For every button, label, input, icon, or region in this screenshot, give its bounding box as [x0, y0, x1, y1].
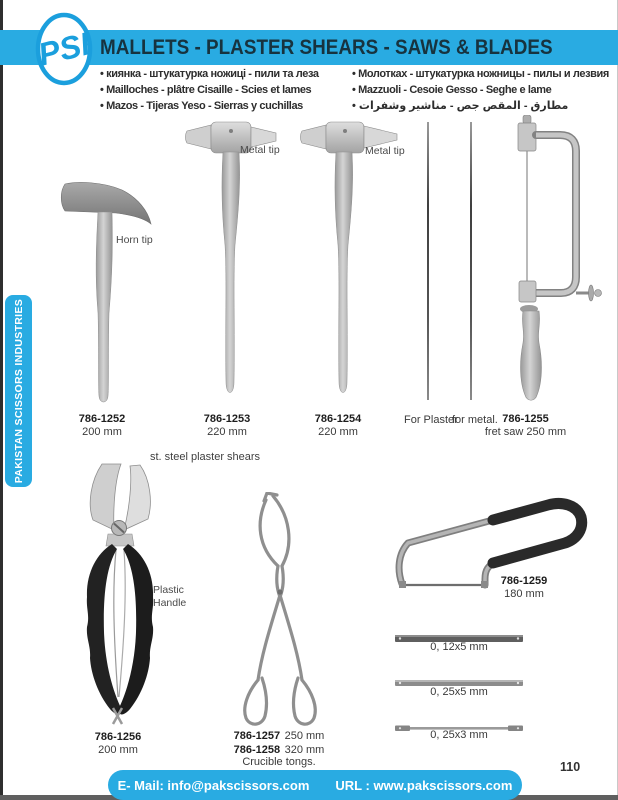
plaster-shears-heading: st. steel plaster shears — [150, 451, 261, 463]
mallet-code-block — [57, 413, 147, 438]
shears-right-jaw — [124, 465, 150, 530]
for-metal-label: for metal. — [452, 414, 498, 426]
translation-line-ru: • Молотках - штукатурка ножницы - пилы и лезвия — [352, 67, 609, 81]
fretsaw-image — [508, 115, 603, 405]
footer-url: URL : www.pakscissors.com — [335, 777, 513, 793]
page-title: MALLETS - PLASTER SHEARS - SAWS & BLADES — [100, 36, 553, 59]
saw-blade-label-1: 0, 12x5 mm — [430, 641, 488, 653]
plastic-handle-label: Plastic Handle — [153, 584, 187, 609]
hammer-1253-image — [185, 120, 280, 408]
for-plaster-label: For Plaster — [404, 414, 458, 426]
product-size: 220 mm — [207, 425, 247, 438]
mallet-handle — [96, 212, 112, 402]
mallet-image — [58, 178, 158, 408]
sidebar-brand-tab — [5, 295, 32, 487]
metal-tip-label-1: Metal tip — [240, 144, 280, 156]
tongs-bow-right — [273, 496, 289, 566]
tongs-rivet — [277, 589, 282, 594]
tongs-bow-left — [260, 500, 278, 566]
fretsaw-bottom-clamp — [519, 281, 536, 302]
saw-blade-label-3: 0, 25x3 mm — [430, 729, 488, 741]
hammer-1254-code-block — [293, 413, 383, 438]
horn-tip-label: Horn tip — [116, 234, 153, 246]
saw-blade-image-2 — [395, 675, 523, 683]
footer-email: E- Mail: info@pakscissors.com — [117, 777, 310, 793]
saw-blade-image-1 — [395, 630, 523, 638]
product-size: 220 mm — [318, 425, 358, 438]
product-size: 200 mm — [98, 743, 138, 756]
product-size: 200 mm — [82, 425, 122, 438]
product-code: 786-1253 — [203, 413, 251, 425]
footer-contact-pill — [108, 770, 522, 800]
left-border-line — [0, 0, 3, 800]
translation-line-es: • Mazos - Tijeras Yeso - Sierras y cuchillas — [100, 99, 303, 113]
product-code: 786-1257 — [233, 730, 281, 742]
tongs-left-loop — [245, 678, 267, 724]
crucible-tongs-image — [238, 492, 338, 737]
product-code: 786-1254 — [314, 413, 362, 425]
hacksaw-grip — [493, 504, 582, 564]
page-number: 110 — [560, 760, 581, 774]
fretsaw-handle — [521, 311, 542, 400]
product-code: 786-1255 — [502, 413, 549, 425]
hammer-1253-code-block — [182, 413, 272, 438]
shears-spring-wire — [114, 550, 118, 697]
hammer-boss — [326, 122, 364, 153]
hammer-pein — [301, 125, 327, 149]
translation-line-ar: • مطارق - المقص جص - مناشير وشفرات — [352, 99, 568, 113]
product-code: 786-1258 — [233, 743, 281, 756]
product-caption: Crucible tongs. — [242, 756, 316, 768]
saw-blade-image-3 — [395, 719, 523, 726]
hacksaw-code-block — [479, 575, 569, 600]
tongs-code-block: 786-1257 250 mm 786-1258 320 mm Crucible tongs. — [224, 729, 334, 769]
translation-line-it: • Mazzuoli - Cesoie Gesso - Seghe e lame — [352, 83, 551, 97]
metal-saw-blade-image — [470, 122, 472, 400]
product-size: fret saw 250 mm — [484, 425, 567, 438]
shears-left-handle — [87, 544, 122, 714]
plaster-saw-blade-image — [427, 122, 429, 400]
translation-line-uk: • киянка - штукатурка ножиці - пили та леза — [100, 67, 319, 81]
saw-blade-label-2: 0, 25x5 mm — [430, 686, 488, 698]
sidebar-brand-text: PAKISTAN SCISSORS INDUSTRIES — [12, 298, 25, 484]
fretsaw-frame — [536, 135, 576, 293]
shears-code-block — [73, 731, 163, 756]
shears-right-handle — [118, 544, 153, 714]
psi-logo — [34, 11, 94, 87]
fretsaw-wing-nut — [589, 285, 594, 301]
product-size: 180 mm — [504, 587, 544, 600]
metal-tip-label-2: Metal tip — [365, 145, 405, 157]
tongs-left-arm — [258, 595, 280, 680]
product-code: 786-1259 — [500, 575, 548, 587]
logo-text: PSI — [34, 25, 94, 73]
translation-line-fr: • Mailloches - plâtre Cisaille - Scies et lames — [100, 83, 311, 97]
tongs-right-arm — [280, 595, 302, 680]
fretsaw-code-block — [473, 413, 578, 438]
hammer-handle — [222, 152, 240, 393]
product-code: 786-1256 — [94, 731, 142, 743]
product-code: 786-1252 — [78, 413, 126, 425]
tongs-right-loop — [294, 678, 316, 724]
hacksaw-blade-pin-left — [399, 581, 406, 588]
shears-left-jaw — [90, 464, 121, 530]
plaster-shears-image — [72, 462, 212, 732]
hammer-handle — [335, 152, 353, 393]
hammer-pein — [186, 125, 212, 149]
hammer-1254-image — [300, 120, 400, 408]
